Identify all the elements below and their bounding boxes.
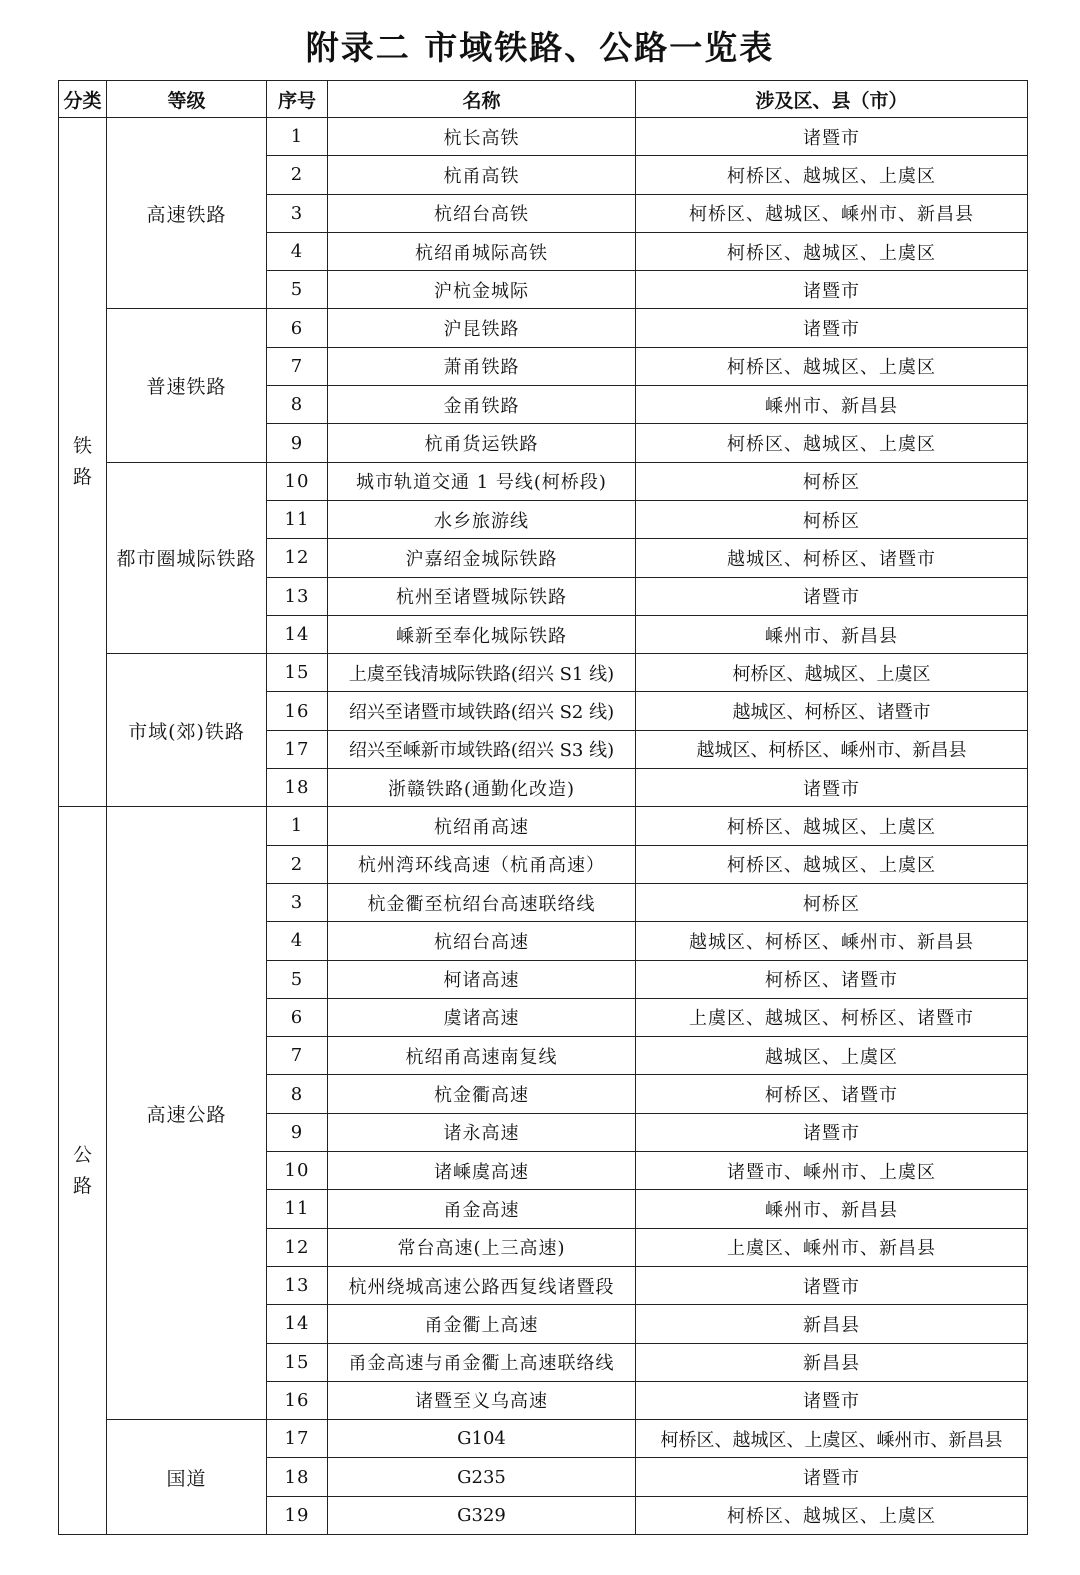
area-cell: 越城区、柯桥区、诸暨市 [636,692,1028,730]
area-cell: 柯桥区、越城区、上虞区 [636,1496,1028,1534]
number-cell: 7 [267,1037,328,1075]
name-cell: 沪杭金城际 [328,271,636,309]
number-cell: 1 [267,807,328,845]
area-cell: 诸暨市 [636,118,1028,156]
area-cell: 诸暨市 [636,1381,1028,1419]
name-cell: 杭绍甬高速南复线 [328,1037,636,1075]
area-cell: 诸暨市 [636,271,1028,309]
name-cell: 沪嘉绍金城际铁路 [328,539,636,577]
number-cell: 18 [267,769,328,807]
grade-cell: 都市圈城际铁路 [107,462,267,653]
area-cell: 柯桥区、越城区、上虞区 [636,845,1028,883]
area-cell: 柯桥区、越城区、上虞区 [636,347,1028,385]
name-cell: 甬金高速与甬金衢上高速联络线 [328,1343,636,1381]
area-cell: 越城区、柯桥区、嵊州市、新昌县 [636,730,1028,768]
grade-cell: 普速铁路 [107,309,267,462]
table-row [59,309,1028,347]
name-cell: 绍兴至诸暨市域铁路(绍兴 S2 线) [328,692,636,730]
number-cell: 16 [267,692,328,730]
area-cell: 越城区、上虞区 [636,1037,1028,1075]
name-cell: 诸嵊虞高速 [328,1152,636,1190]
name-cell: 甬金高速 [328,1190,636,1228]
category-cell: 公 路 [59,807,107,1535]
table-row [59,654,1028,692]
area-cell: 诸暨市、嵊州市、上虞区 [636,1152,1028,1190]
number-cell: 7 [267,347,328,385]
header-area: 涉及区、县（市） [636,81,1028,118]
number-cell: 17 [267,1420,328,1458]
name-cell: 杭长高铁 [328,118,636,156]
name-cell: 杭州至诸暨城际铁路 [328,577,636,615]
table-row [59,807,1028,845]
name-cell: G104 [328,1420,636,1458]
number-cell: 6 [267,309,328,347]
number-cell: 17 [267,730,328,768]
table-row [59,1420,1028,1458]
number-cell: 19 [267,1496,328,1534]
number-cell: 5 [267,271,328,309]
grade-cell: 市域(郊)铁路 [107,654,267,807]
name-cell: 杭甬货运铁路 [328,424,636,462]
page-title: 附录二 市域铁路、公路一览表 [305,28,775,67]
name-cell: 杭绍甬城际高铁 [328,232,636,270]
name-cell: G235 [328,1458,636,1496]
area-cell: 柯桥区、越城区、上虞区 [636,156,1028,194]
area-cell: 柯桥区、诸暨市 [636,1075,1028,1113]
number-cell: 10 [267,462,328,500]
number-cell: 4 [267,922,328,960]
number-cell: 15 [267,654,328,692]
name-cell: 杭金衢至杭绍台高速联络线 [328,883,636,921]
number-cell: 14 [267,1305,328,1343]
number-cell: 5 [267,960,328,998]
name-cell: 上虞至钱清城际铁路(绍兴 S1 线) [328,654,636,692]
number-cell: 18 [267,1458,328,1496]
area-cell: 柯桥区、越城区、嵊州市、新昌县 [636,194,1028,232]
name-cell: 嵊新至奉化城际铁路 [328,615,636,653]
area-cell: 柯桥区、越城区、上虞区 [636,424,1028,462]
name-cell: 甬金衢上高速 [328,1305,636,1343]
number-cell: 1 [267,118,328,156]
name-cell: 浙赣铁路(通勤化改造) [328,769,636,807]
area-cell: 上虞区、嵊州市、新昌县 [636,1228,1028,1266]
name-cell: 杭绍台高速 [328,922,636,960]
name-cell: 水乡旅游线 [328,500,636,538]
number-cell: 11 [267,1190,328,1228]
table-row [59,462,1028,500]
header-name: 名称 [328,81,636,118]
area-cell: 新昌县 [636,1305,1028,1343]
name-cell: 杭绍台高铁 [328,194,636,232]
area-cell: 柯桥区 [636,883,1028,921]
number-cell: 2 [267,845,328,883]
area-cell: 柯桥区、越城区、上虞区 [636,807,1028,845]
number-cell: 14 [267,615,328,653]
number-cell: 4 [267,232,328,270]
number-cell: 6 [267,998,328,1036]
name-cell: 诸永高速 [328,1113,636,1151]
area-cell: 新昌县 [636,1343,1028,1381]
grade-cell: 国道 [107,1420,267,1535]
grade-cell: 高速铁路 [107,118,267,309]
name-cell: 萧甬铁路 [328,347,636,385]
number-cell: 12 [267,1228,328,1266]
area-cell: 嵊州市、新昌县 [636,615,1028,653]
area-cell: 诸暨市 [636,309,1028,347]
roads-table [58,80,1028,1535]
name-cell: 杭绍甬高速 [328,807,636,845]
area-cell: 诸暨市 [636,577,1028,615]
number-cell: 15 [267,1343,328,1381]
name-cell: 柯诸高速 [328,960,636,998]
area-cell: 柯桥区、诸暨市 [636,960,1028,998]
area-cell: 诸暨市 [636,1266,1028,1304]
number-cell: 2 [267,156,328,194]
name-cell: 绍兴至嵊新市域铁路(绍兴 S3 线) [328,730,636,768]
header-number: 序号 [267,81,328,118]
name-cell: 诸暨至义乌高速 [328,1381,636,1419]
grade-cell: 高速公路 [107,807,267,1420]
header-category: 分类 [59,81,107,118]
number-cell: 9 [267,424,328,462]
name-cell: 杭甬高铁 [328,156,636,194]
name-cell: 杭州湾环线高速（杭甬高速） [328,845,636,883]
number-cell: 9 [267,1113,328,1151]
number-cell: 13 [267,577,328,615]
area-cell: 柯桥区、越城区、上虞区、嵊州市、新昌县 [636,1420,1028,1458]
number-cell: 3 [267,194,328,232]
number-cell: 8 [267,1075,328,1113]
area-cell: 柯桥区 [636,462,1028,500]
number-cell: 10 [267,1152,328,1190]
area-cell: 柯桥区、越城区、上虞区 [636,232,1028,270]
name-cell: 常台高速(上三高速) [328,1228,636,1266]
area-cell: 嵊州市、新昌县 [636,1190,1028,1228]
area-cell: 嵊州市、新昌县 [636,386,1028,424]
area-cell: 诸暨市 [636,769,1028,807]
area-cell: 上虞区、越城区、柯桥区、诸暨市 [636,998,1028,1036]
number-cell: 11 [267,500,328,538]
name-cell: 沪昆铁路 [328,309,636,347]
number-cell: 16 [267,1381,328,1419]
name-cell: 杭州绕城高速公路西复线诸暨段 [328,1266,636,1304]
number-cell: 3 [267,883,328,921]
area-cell: 诸暨市 [636,1458,1028,1496]
number-cell: 8 [267,386,328,424]
area-cell: 柯桥区、越城区、上虞区 [636,654,1028,692]
name-cell: 城市轨道交通 1 号线(柯桥段) [328,462,636,500]
number-cell: 13 [267,1266,328,1304]
name-cell: G329 [328,1496,636,1534]
name-cell: 虞诸高速 [328,998,636,1036]
name-cell: 金甬铁路 [328,386,636,424]
area-cell: 诸暨市 [636,1113,1028,1151]
category-cell: 铁 路 [59,118,107,807]
area-cell: 柯桥区 [636,500,1028,538]
area-cell: 越城区、柯桥区、诸暨市 [636,539,1028,577]
header-row [59,81,1028,118]
number-cell: 12 [267,539,328,577]
name-cell: 杭金衢高速 [328,1075,636,1113]
table-row [59,118,1028,156]
header-grade: 等级 [107,81,267,118]
area-cell: 越城区、柯桥区、嵊州市、新昌县 [636,922,1028,960]
